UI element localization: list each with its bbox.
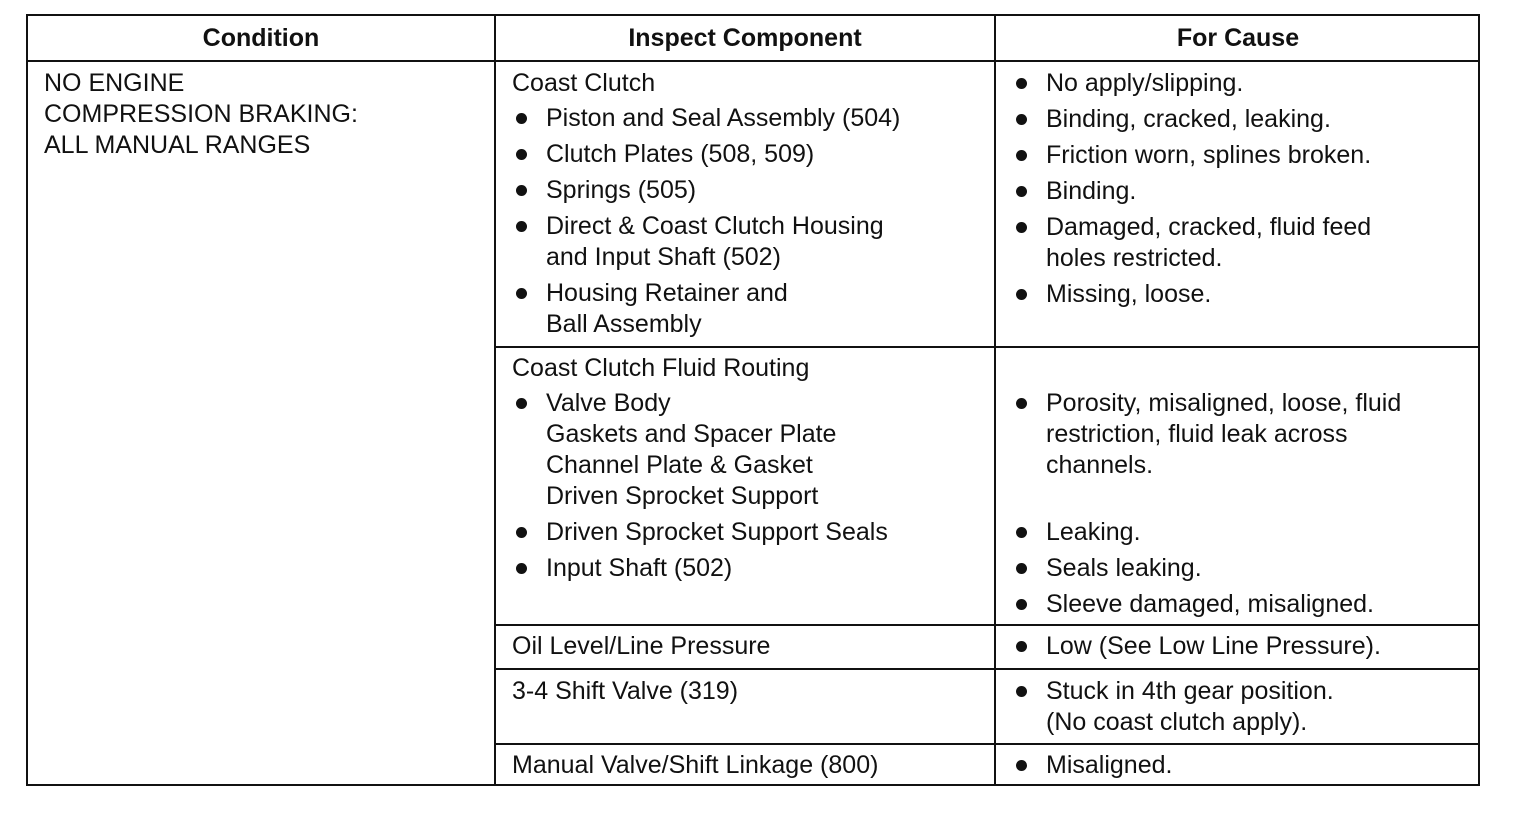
cause-text: Stuck in 4th gear position. [1046, 677, 1334, 705]
bullet-icon [1016, 289, 1027, 300]
component-text: Housing Retainer and [546, 279, 788, 307]
bullet-icon [1016, 398, 1027, 409]
component-text: Input Shaft (502) [546, 554, 733, 582]
inspect-group-manual-valve [512, 750, 992, 785]
cause-item [1012, 104, 1472, 135]
cause-group-oil-level [1012, 631, 1472, 667]
cause-text: Binding. [1046, 177, 1137, 205]
condition-line: COMPRESSION BRAKING: [44, 100, 358, 128]
component-text: and Input Shaft (502) [546, 243, 781, 271]
component-item [512, 175, 992, 206]
cause-item [1012, 388, 1472, 481]
header-condition: Condition [202, 23, 320, 52]
bullet-icon [516, 563, 527, 574]
bullet-icon [516, 221, 527, 232]
bullet-icon [516, 288, 527, 299]
bullet-icon [1016, 686, 1027, 697]
bullet-icon [516, 527, 527, 538]
cause-group-fluid-routing [1012, 388, 1472, 625]
cause-item [1012, 176, 1472, 207]
component-text: Piston and Seal Assembly (504) [546, 104, 901, 132]
cause-item [1012, 631, 1472, 662]
cause-text: Misaligned. [1046, 751, 1173, 779]
component-text: Direct & Coast Clutch Housing [546, 212, 884, 240]
cause-text: No apply/slipping. [1046, 69, 1244, 97]
row-divider [494, 743, 1478, 745]
cause-item [1012, 553, 1472, 584]
bullet-icon [1016, 78, 1027, 89]
cause-text: Missing, loose. [1046, 280, 1212, 308]
row-divider [494, 668, 1478, 670]
cause-text: Binding, cracked, leaking. [1046, 105, 1331, 133]
bullet-icon [1016, 114, 1027, 125]
cause-text: restriction, fluid leak across [1046, 420, 1348, 448]
cause-text: holes restricted. [1046, 244, 1223, 272]
component-item [512, 103, 992, 134]
component-text: Valve Body [546, 389, 671, 417]
cause-text: Porosity, misaligned, loose, fluid [1046, 389, 1402, 417]
cause-item [1012, 750, 1472, 781]
cause-group-coast-clutch [1012, 68, 1472, 315]
inspect-group-fluid-routing [512, 353, 992, 589]
component-text: Driven Sprocket Support Seals [546, 518, 888, 546]
component-text: Gaskets and Spacer Plate [546, 420, 837, 448]
header-divider [28, 60, 1478, 62]
header-inspect-component: Inspect Component [628, 23, 862, 52]
row-divider [494, 346, 1478, 348]
bullet-icon [1016, 641, 1027, 652]
component-item [512, 278, 992, 340]
component-text: Driven Sprocket Support [546, 482, 819, 510]
component-item [512, 553, 992, 584]
cause-text: channels. [1046, 451, 1154, 479]
bullet-icon [1016, 563, 1027, 574]
bullet-icon [516, 149, 527, 160]
cause-text: Friction worn, splines broken. [1046, 141, 1372, 169]
condition-line: ALL MANUAL RANGES [44, 131, 311, 159]
group-title: Coast Clutch [512, 69, 656, 97]
bullet-icon [516, 398, 527, 409]
cause-text: Damaged, cracked, fluid feed [1046, 213, 1372, 241]
cause-text: Leaking. [1046, 518, 1141, 546]
component-text: Ball Assembly [546, 310, 702, 338]
group-title: 3-4 Shift Valve (319) [512, 677, 739, 705]
inspect-group-oil-level [512, 631, 992, 666]
bullet-icon [1016, 150, 1027, 161]
component-item [512, 517, 992, 548]
condition-cell [44, 68, 484, 161]
cause-text: Seals leaking. [1046, 554, 1202, 582]
component-item [512, 388, 992, 512]
bullet-icon [1016, 760, 1027, 771]
component-item [512, 139, 992, 170]
cause-item [1012, 676, 1472, 738]
bullet-icon [1016, 527, 1027, 538]
bullet-icon [516, 185, 527, 196]
cause-group-manual-valve [1012, 750, 1472, 786]
bullet-icon [1016, 222, 1027, 233]
cause-item [1012, 517, 1472, 548]
component-text: Channel Plate & Gasket [546, 451, 813, 479]
bullet-icon [516, 113, 527, 124]
cause-text: Sleeve damaged, misaligned. [1046, 590, 1374, 618]
cause-text: (No coast clutch apply). [1046, 708, 1308, 736]
cause-item [1012, 589, 1472, 620]
cause-item [1012, 212, 1472, 274]
cause-item [1012, 279, 1472, 310]
component-text: Springs (505) [546, 176, 697, 204]
group-title: Oil Level/Line Pressure [512, 632, 771, 660]
component-item [512, 211, 992, 273]
header-for-cause: For Cause [1176, 23, 1300, 52]
inspect-group-shift-valve [512, 676, 992, 711]
inspect-group-coast-clutch [512, 68, 992, 345]
bullet-icon [1016, 599, 1027, 610]
cause-text: Low (See Low Line Pressure). [1046, 632, 1381, 660]
component-text: Clutch Plates (508, 509) [546, 140, 815, 168]
group-title: Manual Valve/Shift Linkage (800) [512, 751, 879, 779]
condition-line: NO ENGINE [44, 69, 185, 97]
cause-item [1012, 140, 1472, 171]
cause-group-shift-valve [1012, 676, 1472, 743]
group-title: Coast Clutch Fluid Routing [512, 354, 810, 382]
bullet-icon [1016, 186, 1027, 197]
cause-item [1012, 68, 1472, 99]
troubleshooting-table [26, 14, 1480, 786]
